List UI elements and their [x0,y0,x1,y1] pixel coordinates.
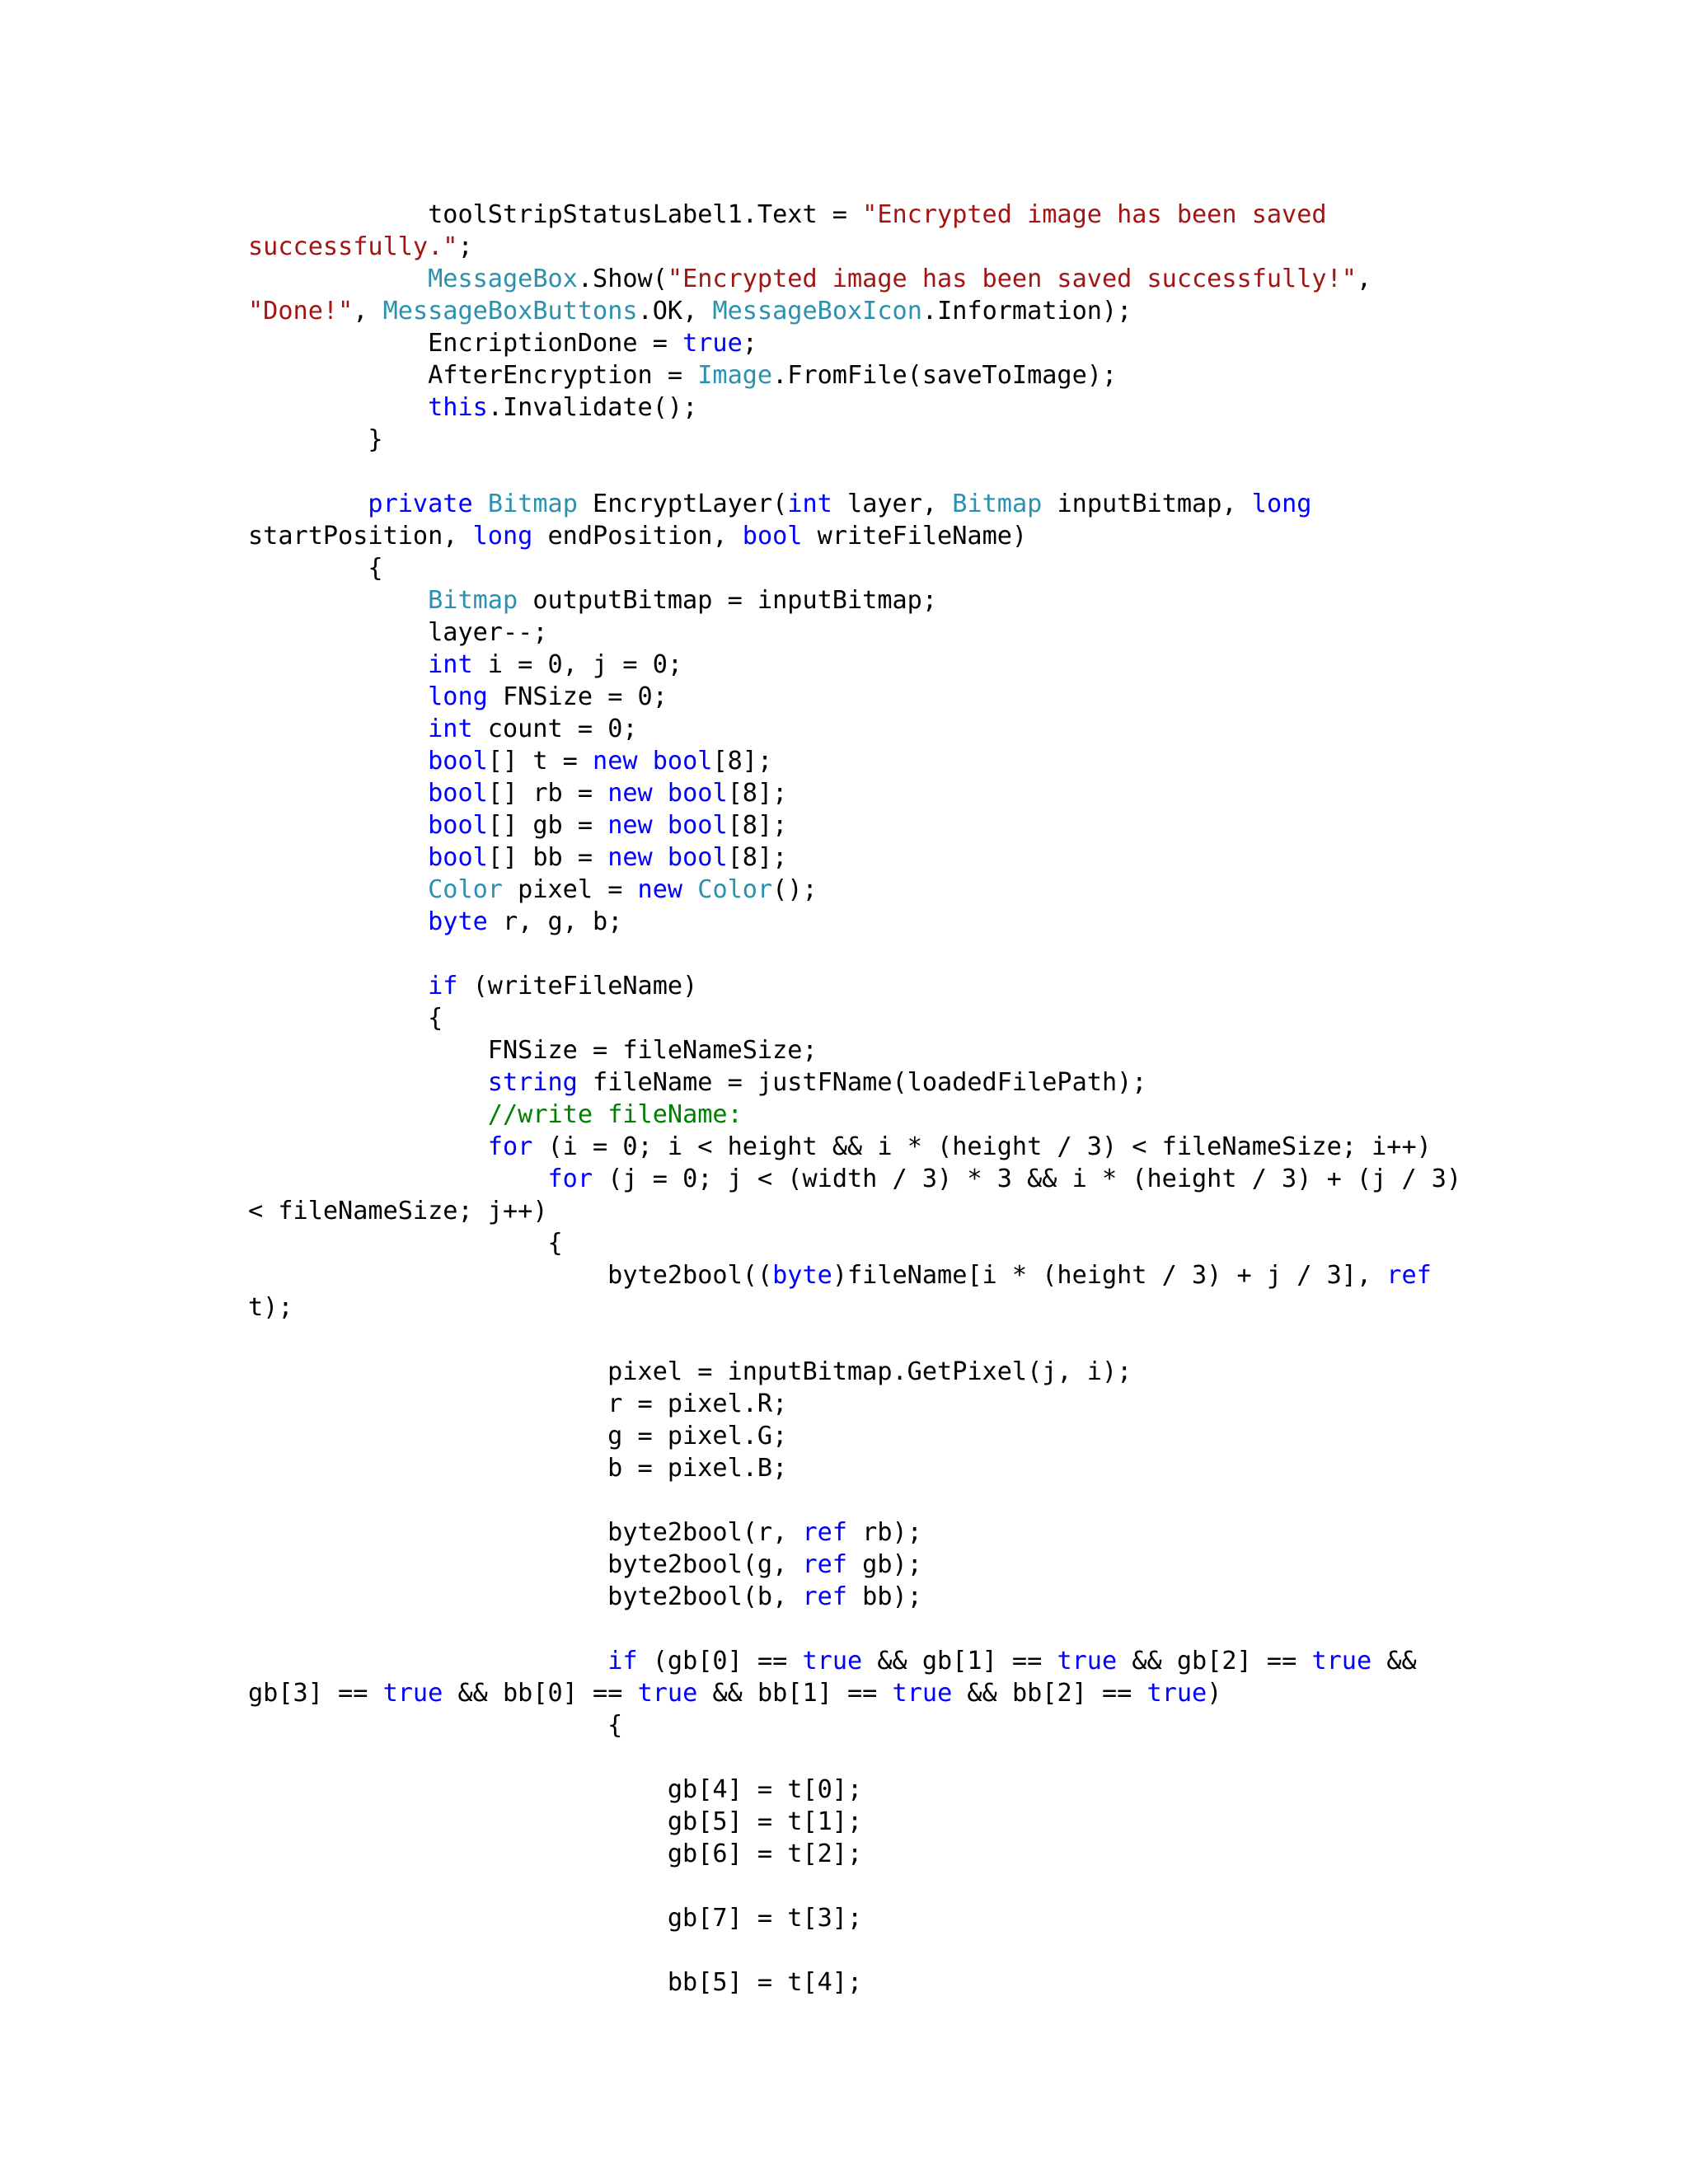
code-token-plain [248,393,428,422]
code-token-plain: byte2bool(r, [248,1518,803,1547]
code-line [248,199,1534,231]
code-token-plain: (j = 0; j < (width / 3) * 3 && i * (height / 3) + (j / 3) [593,1165,1462,1193]
code-token-plain [248,1100,488,1129]
code-token-plain: AfterEncryption = [248,361,698,390]
code-line [248,841,1534,874]
code-token-plain: gb[5] = t[1]; [248,1807,863,1836]
code-token-type: Bitmap [952,490,1043,518]
code-token-plain: EncryptLayer( [577,490,788,518]
code-token-keyword: true [637,1679,698,1708]
code-line [248,1420,1534,1452]
code-token-plain: && bb[2] == [952,1679,1147,1708]
code-line [248,1934,1534,1966]
code-token-plain: endPosition, [532,522,743,551]
code-token-keyword: new [593,747,638,776]
code-token-type: MessageBoxButtons [382,297,638,326]
code-line [248,1806,1534,1838]
code-line [248,1002,1534,1034]
code-line [248,1709,1534,1741]
code-token-plain: r = pixel.R; [248,1390,788,1418]
code-token-plain: bb); [846,1582,922,1611]
code-token-keyword: new [607,811,653,840]
code-token-plain: ; [742,329,757,358]
code-line [248,391,1534,424]
code-token-keyword: true [802,1647,863,1675]
code-token-type: MessageBox [428,265,578,293]
code-token-plain [248,715,428,743]
code-token-plain: pixel = inputBitmap.GetPixel(j, i); [248,1357,1132,1386]
code-token-plain [653,811,668,840]
code-token-string: "Encrypted image has been saved [862,200,1327,229]
code-line [248,1291,1534,1324]
code-token-plain: ) [1207,1679,1222,1708]
code-token-plain [653,843,668,872]
code-line [248,1516,1534,1549]
code-token-keyword: ref [1386,1261,1432,1290]
code-token-plain: .Information); [921,297,1132,326]
code-token-plain: , [1356,265,1372,293]
code-token-plain [248,779,428,808]
code-line [248,231,1534,263]
code-token-plain: { [248,1004,443,1033]
code-line [248,488,1534,520]
code-token-keyword: bool [667,811,728,840]
code-line [248,1034,1534,1066]
code-token-keyword: string [487,1068,578,1097]
code-token-type: Image [697,361,773,390]
code-line [248,1902,1534,1934]
code-line [248,1645,1534,1677]
code-token-plain: byte2bool(b, [248,1582,803,1611]
code-line [248,1838,1534,1870]
code-token-plain [248,972,428,1001]
code-token-plain: .OK, [637,297,713,326]
code-token-keyword: true [1057,1647,1118,1675]
code-token-plain: gb); [846,1550,922,1579]
code-line [248,681,1534,713]
code-line [248,1549,1534,1581]
code-token-plain: [] bb = [487,843,608,872]
code-token-plain [248,265,428,293]
code-token-keyword: new [607,779,653,808]
code-line [248,1163,1534,1195]
code-token-keyword: for [487,1132,533,1161]
code-token-plain: fileName = justFName(loadedFilePath); [577,1068,1147,1097]
code-token-string: successfully." [248,232,458,261]
code-token-plain: layer--; [248,618,548,647]
code-token-plain: [8]; [727,779,788,808]
code-line [248,1099,1534,1131]
code-line [248,874,1534,906]
code-token-keyword: bool [428,811,488,840]
code-token-plain: gb[3] == [248,1679,383,1708]
code-line [248,777,1534,809]
code-line [248,649,1534,681]
code-token-plain: < fileNameSize; j++) [248,1197,548,1226]
code-token-type: MessageBoxIcon [712,297,922,326]
code-line [248,1870,1534,1902]
code-line [248,1484,1534,1516]
code-token-plain [248,682,428,711]
code-line [248,456,1534,488]
code-line [248,1195,1534,1227]
code-line [248,745,1534,777]
code-line [248,1774,1534,1806]
code-line [248,938,1534,970]
code-token-plain: gb[7] = t[3]; [248,1904,863,1933]
code-token-plain: writeFileName) [802,522,1028,551]
code-line [248,1066,1534,1099]
code-line [248,1259,1534,1291]
code-token-plain: .Invalidate(); [487,393,698,422]
code-token-plain: ; [457,232,473,261]
code-token-plain: { [248,1229,563,1258]
code-line [248,552,1534,584]
code-token-plain: (i = 0; i < height && i * (height / 3) < fileNameSize; i++) [532,1132,1432,1161]
code-line [248,263,1534,295]
code-line [248,1388,1534,1420]
code-token-plain: && bb[0] == [443,1679,638,1708]
code-line [248,424,1534,456]
code-token-plain: .Show( [577,265,668,293]
code-token-plain: r, g, b; [487,907,623,936]
code-line [248,1613,1534,1645]
code-token-keyword: ref [802,1518,847,1547]
code-line [248,520,1534,552]
code-token-plain: && bb[1] == [697,1679,893,1708]
code-token-plain [248,1068,488,1097]
code-token-plain: toolStripStatusLabel1.Text = [248,200,863,229]
code-token-plain: FNSize = 0; [487,682,668,711]
code-line [248,970,1534,1002]
code-token-plain: [8]; [712,747,773,776]
code-token-keyword: true [1311,1647,1372,1675]
code-token-keyword: ref [802,1550,847,1579]
code-token-plain [473,490,488,518]
code-token-plain: [8]; [727,811,788,840]
code-line [248,809,1534,841]
code-token-plain [248,811,428,840]
code-token-plain: g = pixel.G; [248,1422,788,1451]
code-line [248,1324,1534,1356]
code-token-keyword: true [1146,1679,1207,1708]
code-token-string: "Encrypted image has been saved successfully!" [667,265,1357,293]
code-token-plain [248,1165,548,1193]
code-token-keyword: bool [667,843,728,872]
code-line [248,1741,1534,1774]
code-token-plain [248,747,428,776]
code-token-plain: (gb[0] == [637,1647,803,1675]
code-token-keyword: bool [428,779,488,808]
code-token-plain: FNSize = fileNameSize; [248,1036,818,1065]
code-token-plain [248,490,368,518]
code-token-plain: outputBitmap = inputBitmap; [518,586,938,615]
code-token-plain [248,1132,488,1161]
code-token-keyword: new [637,875,683,904]
code-line [248,616,1534,649]
code-token-plain: && gb[1] == [862,1647,1057,1675]
code-token-plain [248,586,428,615]
code-token-type: Bitmap [428,586,518,615]
code-line [248,906,1534,938]
code-token-plain: byte2bool(( [248,1261,773,1290]
code-token-string: "Done!" [248,297,354,326]
code-token-plain: .FromFile(saveToImage); [772,361,1118,390]
code-token-plain: && [1372,1647,1417,1675]
code-token-keyword: if [428,972,458,1001]
code-token-plain: [] gb = [487,811,608,840]
code-token-plain: } [248,425,383,454]
code-token-keyword: private [368,490,473,518]
code-line [248,295,1534,327]
code-token-plain: rb); [846,1518,922,1547]
code-token-keyword: if [607,1647,638,1675]
code-token-plain [653,779,668,808]
code-token-keyword: long [1251,490,1312,518]
code-token-type: Color [428,875,503,904]
code-token-plain [638,747,653,776]
code-token-keyword: long [472,522,533,551]
code-token-keyword: true [382,1679,443,1708]
code-token-plain: , [353,297,383,326]
code-token-plain: EncriptionDone = [248,329,683,358]
code-line [248,1131,1534,1163]
code-token-plain: { [248,554,383,583]
code-listing [248,199,1534,1999]
code-token-plain: && gb[2] == [1117,1647,1312,1675]
code-token-plain: bb[5] = t[4]; [248,1968,863,1997]
code-token-keyword: bool [667,779,728,808]
code-token-plain: inputBitmap, [1042,490,1252,518]
code-token-plain: gb[4] = t[0]; [248,1775,863,1804]
code-line [248,1966,1534,1999]
code-token-plain [248,875,428,904]
code-token-keyword: this [428,393,488,422]
code-token-keyword: true [682,329,743,358]
code-token-plain: i = 0, j = 0; [472,650,683,679]
code-token-plain [248,650,428,679]
code-token-keyword: byte [772,1261,832,1290]
code-token-keyword: long [428,682,488,711]
code-line [248,1581,1534,1613]
code-token-plain: pixel = [502,875,638,904]
code-token-keyword: bool [428,843,488,872]
code-token-plain: { [248,1711,623,1740]
code-line [248,1356,1534,1388]
code-line [248,1452,1534,1484]
code-token-plain: )fileName[i * (height / 3) + j / 3], [832,1261,1387,1290]
code-token-keyword: bool [428,747,488,776]
code-token-plain: gb[6] = t[2]; [248,1840,863,1868]
code-token-keyword: int [428,650,473,679]
code-line [248,359,1534,391]
code-token-plain: [] t = [487,747,593,776]
code-token-type: Bitmap [487,490,578,518]
code-line [248,1227,1534,1259]
code-token-keyword: ref [802,1582,847,1611]
code-token-keyword: bool [742,522,803,551]
code-token-keyword: true [892,1679,953,1708]
code-token-keyword: int [787,490,832,518]
code-line [248,327,1534,359]
code-token-keyword: int [428,715,473,743]
code-token-plain [248,1647,607,1675]
code-token-plain [682,875,697,904]
code-token-comment: //write fileName: [487,1100,743,1129]
code-token-plain: [8]; [727,843,788,872]
code-token-type: Color [697,875,773,904]
code-line [248,584,1534,616]
code-token-plain: t); [248,1293,293,1322]
code-token-keyword: byte [428,907,488,936]
code-token-plain: (); [772,875,818,904]
code-token-plain: byte2bool(g, [248,1550,803,1579]
code-token-keyword: for [547,1165,593,1193]
code-token-keyword: new [607,843,653,872]
code-line [248,713,1534,745]
code-token-plain [248,843,428,872]
code-token-plain: startPosition, [248,522,473,551]
code-token-keyword: bool [652,747,713,776]
code-token-plain: (writeFileName) [457,972,698,1001]
code-token-plain: layer, [832,490,953,518]
code-line [248,1677,1534,1709]
code-token-plain: count = 0; [472,715,638,743]
code-token-plain: b = pixel.B; [248,1454,788,1483]
code-token-plain: [] rb = [487,779,608,808]
code-token-plain [248,907,428,936]
